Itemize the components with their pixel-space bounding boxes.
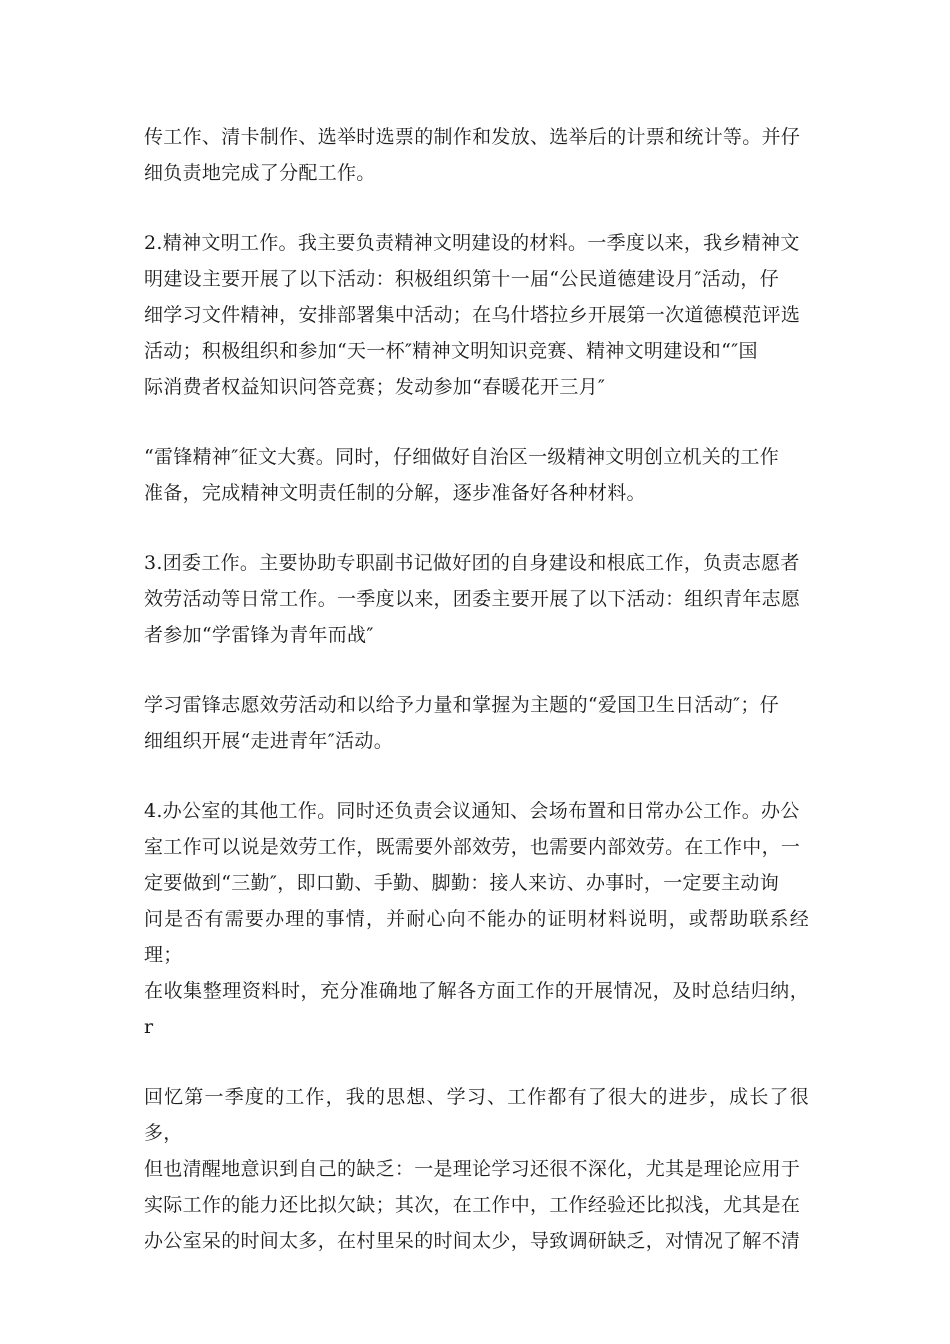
paragraph-office-work: 4.办公室的其他工作。同时还负责会议通知、会场布置和日常办公工作。办公 室工作可以说是效劳工作，既需要外部效劳，也需要内部效劳。在工作中，一 定要做到“三勤″，即口勤、手勤、脚勤：接人来访、办事时，一定要主动询 问是否有需要办理的事情，并耐心向不能办的证明材料说明，或帮助联系经理； 在收集整理资料时，充分准确地了解各方面工作的开展情况，及时总结归纳，r [144,800,809,1038]
paragraph-lei-feng-essay: “雷锋精神″征文大赛。同时，仔细做好自治区一级精神文明创立机关的工作 准备，完成精神文明责任制的分解，逐步准备好各种材料。 [144,446,780,504]
document-page [144,119,809,1293]
paragraph-election-work: 传工作、清卡制作、选举时选票的制作和发放、选举后的计票和统计等。并仔 细负责地完成了分配工作。 [144,126,801,184]
paragraph-spiritual-civilization: 2.精神文明工作。我主要负责精神文明建设的材料。一季度以来，我乡精神文 明建设主要开展了以下活动：积极组织第十一届“公民道德建设月″活动，仔 细学习文件精神，安排部署集中活动；在乌什塔拉乡开展第一次道德模范评选 活动；积极组织和参加“天一杯″精神文明知识竞赛、精神文明建设和“″国 际消费者权益知识问答竞赛；发动参加“春暖花开三月″ [144,232,801,398]
paragraph-volunteer-activities: 学习雷锋志愿效劳活动和以给予力量和掌握为主题的“爱国卫生日活动″；仔 细组织开展“走进青年″活动。 [144,694,780,752]
paragraph-youth-league: 3.团委工作。主要协助专职副书记做好团的自身建设和根底工作，负责志愿者 效劳活动等日常工作。一季度以来，团委主要开展了以下活动：组织青年志愿 者参加“学雷锋为青年而战″ [144,552,801,646]
paragraph-quarter-review: 回忆第一季度的工作，我的思想、学习、工作都有了很大的进步，成长了很多， 但也清醒地意识到自己的缺乏：一是理论学习还很不深化，尤其是理论应用于 实际工作的能力还比拟欠缺；其次，在工作中，工作经验还比拟浅，尤其是在 办公室呆的时间太多，在村里呆的时间太少，导致调研缺乏，对情况了解不清 [144,1086,809,1252]
